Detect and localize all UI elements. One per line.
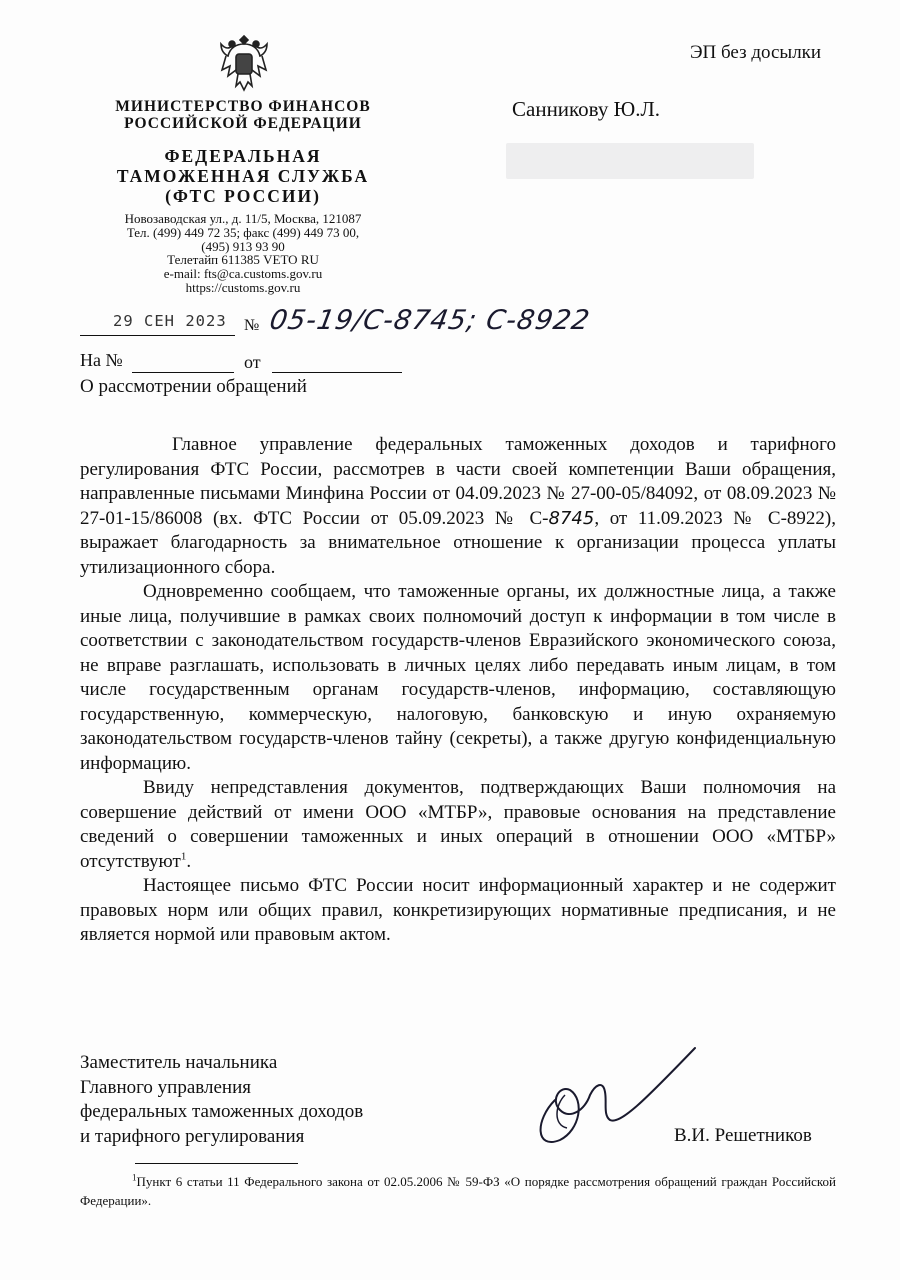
reference-number-blank <box>132 372 234 373</box>
letter-subject: О рассмотрении обращений <box>80 376 307 397</box>
signatory-name: В.И. Решетников <box>674 1125 812 1146</box>
redacted-address <box>506 143 754 179</box>
addressee-name: Санникову Ю.Л. <box>512 97 660 121</box>
service-name: ФЕДЕРАЛЬНАЯ ТАМОЖЕННАЯ СЛУЖБА (ФТС РОССИИ) <box>116 146 370 206</box>
letter-body <box>80 433 836 948</box>
date-underline <box>80 335 235 336</box>
footnote-mark: 1 <box>132 1172 137 1183</box>
reference-label: На № <box>80 350 123 370</box>
footnote: $^1$Пункт 6 статьи 11 Федерального закона от 02.05.2006 № 59-ФЗ «О порядке рассмотрения обращений граждан Российской Федерации». <box>80 1172 836 1208</box>
handwritten-number: 8745 <box>548 507 595 529</box>
paragraph-4: Настоящее письмо ФТС России носит информационный характер и не содержит правовых норм или общих правил, конкретизирующих нормативные предписания, и не является нормой или правовым актом. <box>80 875 836 945</box>
reference-from-label: от <box>244 352 261 372</box>
paragraph-3: Ввиду непредставления документов, подтверждающих Ваши полномочия на совершение действий от имени ООО «МТБР», правовые основания на представление сведений о совершении таможенных и иных операций в отношении ООО «МТБР» отсутствуют$^1$. <box>80 777 836 872</box>
signatory-position: Заместитель начальника Главного управления федеральных таможенных доходов и тарифного регулирования <box>80 1052 364 1147</box>
footnote-ref: 1 <box>180 850 187 863</box>
paragraph-2: Одновременно сообщаем, что таможенные органы, их должностные лица, а также иные лица, получившие в рамках своих полномочий доступ к информации в том числе в соответствии с законодательством государств-членов Евразийского экономического союза, не вправе разглашать, использовать в личных целях либо передавать иным лицам, в том числе государственным органам государств-членов, информацию, составляющую государственную, коммерческую, налоговую, банковскую и иную охраняемую законодательством государств-членов тайну (секреты), а также другую конфиденциальную информацию. <box>80 581 836 774</box>
coat-of-arms-emblem-icon <box>218 30 270 94</box>
registration-date-stamp: 29 СЕН 2023 <box>113 312 227 330</box>
ministry-name: МИНИСТЕРСТВО ФИНАНСОВ РОССИЙСКОЙ ФЕДЕРАЦИИ <box>115 98 371 132</box>
number-sign: № <box>244 317 260 334</box>
paragraph-1: Главное управление федеральных таможенных доходов и тарифного регулирования ФТС России, рассмотрев в части своей компетенции Ваши обращения, направленные письмами Минфина России от 04.09.2023 № 27-00-05/84092, от 08.09.2023 № 27-01-15/86008 (вх. ФТС России от 05.09.2023 № С-8745, от 11.09.2023 № С-8922), выражает благодарность за внимательное отношение к организации процесса уплаты утилизационного сбора. <box>80 434 836 578</box>
delivery-note: ЭП без досылки <box>690 42 822 63</box>
contact-details: Новозаводская ул., д. 11/5, Москва, 121087 Тел. (499) 449 72 35; факс (499) 449 73 00, (495) 913 93 90 Телетайп 611385 VETO RU e-mail: fts@ca.customs.gov.ru https://customs.gov.ru <box>124 211 362 295</box>
reference-date-blank <box>272 372 402 373</box>
registration-number-handwritten: 05-19/С-8745; С-8922 <box>267 305 593 336</box>
footnote-divider <box>135 1163 298 1164</box>
